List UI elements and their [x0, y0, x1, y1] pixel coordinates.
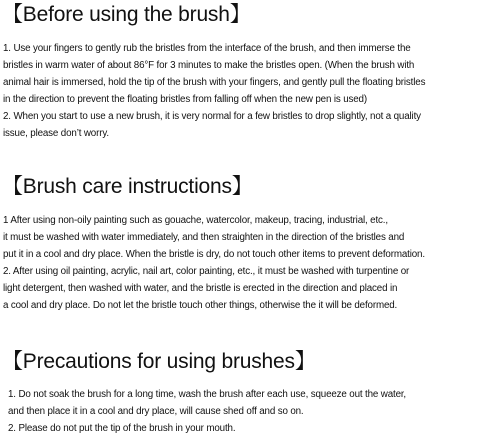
paragraph-line: light detergent, then washed with water, and the bristle is erected in the direction and placed in: [3, 283, 398, 294]
paragraph-line: it must be washed with water immediately, and then straighten in the direction of the bristles and: [3, 232, 405, 243]
paragraph-line: 2. Please do not put the tip of the brush in your mouth.: [8, 423, 236, 434]
paragraph-line: 1. Do not soak the brush for a long time, wash the brush after each use, squeeze out the water,: [8, 389, 407, 400]
section-heading: 【Before using the brush】: [2, 3, 251, 26]
paragraph-line: a cool and dry place. Do not let the bristle touch other things, otherwise the it will be deformed.: [3, 300, 398, 311]
paragraph-line: 1 After using non-oily painting such as gouache, watercolor, makeup, tracing, industrial, etc.,: [3, 215, 388, 226]
paragraph-line: issue, please don’t worry.: [3, 128, 109, 139]
section-heading: 【Precautions for using brushes】: [2, 350, 316, 373]
paragraph-line: and then place it in a cool and dry place, will cause shed off and so on.: [8, 406, 304, 417]
paragraph-line: 2. When you start to use a new brush, it is very normal for a few bristles to drop slightly, not a quality: [3, 111, 421, 122]
paragraph-line: put it in a cool and dry place. When the bristle is dry, do not touch other items to prevent deformation.: [3, 249, 425, 260]
section-heading: 【Brush care instructions】: [2, 175, 253, 198]
paragraph-line: in the direction to prevent the floating bristles from falling off when the new pen is used): [3, 94, 367, 105]
paragraph-line: 2. After using oil painting, acrylic, nail art, color painting, etc., it must be washed with turpentine or: [3, 266, 410, 277]
paragraph-line: 1. Use your fingers to gently rub the bristles from the interface of the brush, and then immerse the: [3, 43, 411, 54]
paragraph-line: animal hair is immersed, hold the tip of the brush with your fingers, and gently pull the floating bristles: [3, 77, 426, 88]
paragraph-line: bristles in warm water of about 86°F for 3 minutes to make the bristles open. (When the brush with: [3, 60, 415, 71]
